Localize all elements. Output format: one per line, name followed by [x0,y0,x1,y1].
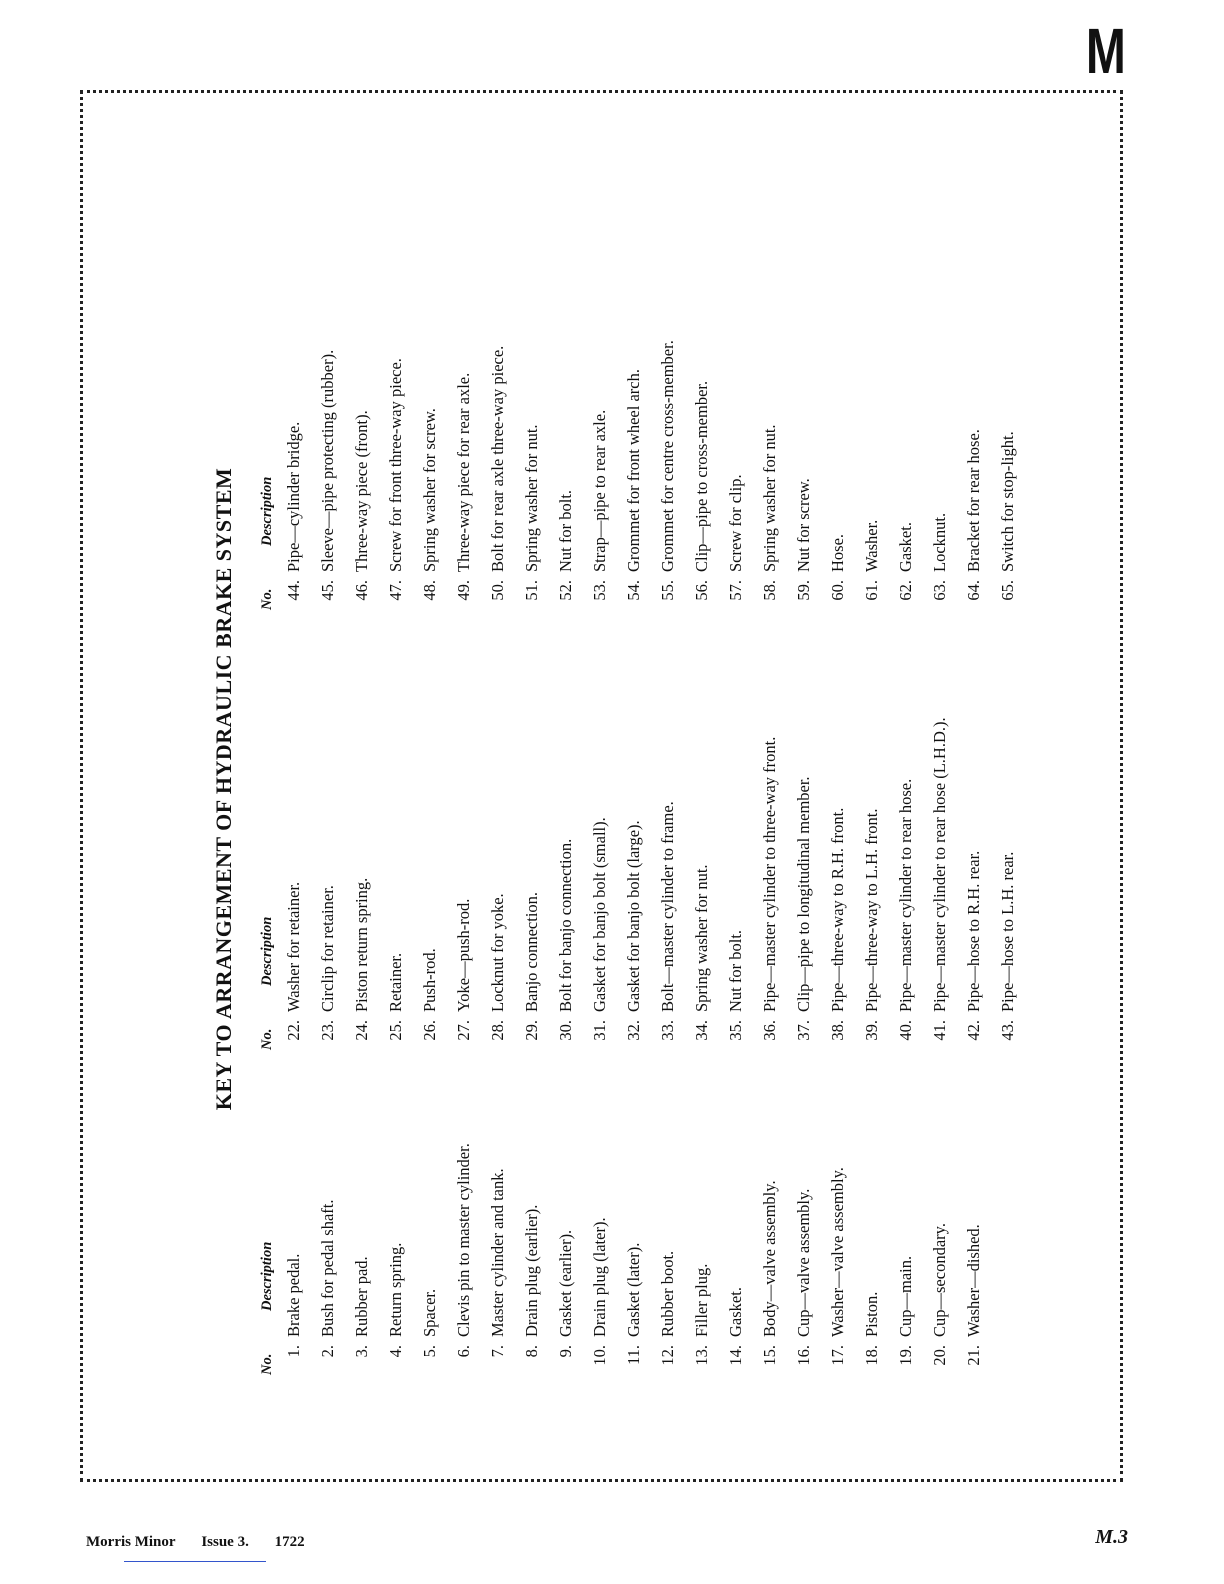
page-number: M.3 [1095,1526,1128,1548]
item-description: Hose. [828,533,847,572]
item-description: Sleeve—pipe protecting (rubber). [318,349,337,572]
blue-rule [124,1561,266,1562]
item-number: 60. [828,580,847,601]
description-header: Description [259,1241,275,1311]
item-number: 36. [760,1020,779,1041]
parts-list-item [481,670,515,1050]
page-title: KEY TO ARRANGEMENT OF HYDRAULIC BRAKE SYSTEM [211,467,236,1111]
parts-list-item [311,995,345,1375]
item-description: Cup—secondary. [930,1223,949,1337]
item-description: Nut for bolt. [726,929,745,1012]
item-description: Yoke—push-rod. [454,898,473,1012]
item-description: Strap—pipe to rear axle. [590,409,609,572]
item-description: Spring washer for nut. [692,864,711,1012]
parts-list-item [583,230,617,610]
parts-list-item [719,670,753,1050]
parts-list-item [685,670,719,1050]
item-description: Pipe—three-way to R.H. front. [828,807,847,1012]
item-description: Nut for bolt. [556,489,575,572]
item-number: 27. [454,1020,473,1041]
parts-list-item [617,995,651,1375]
item-description: Rubber pad. [352,1256,371,1337]
item-description: Drain plug (earlier). [522,1204,541,1337]
item-description: Master cylinder and tank. [488,1168,507,1337]
footer-issue: Issue 3. [201,1534,249,1550]
item-number: 29. [522,1020,541,1041]
parts-list-item [651,230,685,610]
item-description: Grommet for front wheel arch. [624,369,643,572]
parts-list-item [583,670,617,1050]
item-number: 55. [658,580,677,601]
parts-list-item [753,995,787,1375]
item-description: Piston return spring. [352,877,371,1012]
item-description: Pipe—cylinder bridge. [284,421,303,572]
parts-list-item [855,230,889,610]
item-number: 49. [454,580,473,601]
parts-list-item [345,230,379,610]
item-number: 21. [964,1345,983,1366]
item-number: 18. [862,1345,881,1366]
item-description: Body—valve assembly. [760,1180,779,1337]
item-number: 34. [692,1020,711,1041]
parts-list-item [515,670,549,1050]
item-description: Brake pedal. [284,1253,303,1337]
column-header [259,670,277,1050]
item-description: Push-rod. [420,948,439,1012]
item-description: Pipe—master cylinder to three-way front. [760,736,779,1012]
parts-list-item [787,995,821,1375]
item-description: Bolt for banjo connection. [556,838,575,1012]
item-description: Gasket. [896,522,915,572]
item-number: 10. [590,1345,609,1366]
item-number: 3. [352,1345,371,1358]
parts-list-item [855,995,889,1375]
item-description: Circlip for retainer. [318,885,337,1012]
item-number: 26. [420,1020,439,1041]
item-number: 12. [658,1345,677,1366]
item-number: 40. [896,1020,915,1041]
item-number: 32. [624,1020,643,1041]
item-number: 53. [590,580,609,601]
parts-list-item [379,995,413,1375]
parts-list-item [481,995,515,1375]
parts-list-item [787,230,821,610]
parts-list-item [413,995,447,1375]
item-number: 13. [692,1345,711,1366]
item-description: Grommet for centre cross-member. [658,340,677,572]
parts-list-item [821,995,855,1375]
item-number: 37. [794,1020,813,1041]
parts-list-item [617,670,651,1050]
parts-list-item [447,995,481,1375]
parts-list-item [515,230,549,610]
parts-key-frame [80,90,1123,1482]
parts-list-item [515,995,549,1375]
item-description: Pipe—hose to L.H. rear. [998,851,1017,1012]
item-number: 2. [318,1345,337,1358]
item-number: 6. [454,1345,473,1358]
item-number: 65. [998,580,1017,601]
item-number: 48. [420,580,439,601]
parts-list-item [889,995,923,1375]
parts-list-item [379,230,413,610]
no-header: No. [259,588,275,610]
item-description: Washer—valve assembly. [828,1167,847,1337]
item-number: 51. [522,580,541,601]
item-number: 14. [726,1345,745,1366]
item-number: 33. [658,1020,677,1041]
item-number: 42. [964,1020,983,1041]
parts-list-item [549,995,583,1375]
item-description: Locknut. [930,512,949,572]
item-description: Three-way piece for rear axle. [454,372,473,572]
item-number: 30. [556,1020,575,1041]
parts-list-item [651,995,685,1375]
item-number: 4. [386,1345,405,1358]
item-description: Bolt—master cylinder to frame. [658,801,677,1012]
parts-list-item [889,230,923,610]
item-description: Spring washer for nut. [760,424,779,572]
item-number: 31. [590,1020,609,1041]
description-header: Description [259,916,275,986]
item-description: Three-way piece (front). [352,410,371,572]
item-number: 25. [386,1020,405,1041]
item-description: Banjo connection. [522,891,541,1012]
item-number: 35. [726,1020,745,1041]
item-number: 28. [488,1020,507,1041]
item-number: 16. [794,1345,813,1366]
item-description: Gasket (later). [624,1242,643,1337]
item-number: 44. [284,580,303,601]
column-header [259,995,277,1375]
parts-list-item [957,230,991,610]
parts-list-item [923,995,957,1375]
item-description: Bush for pedal shaft. [318,1199,337,1337]
parts-list-item [413,230,447,610]
item-number: 52. [556,580,575,601]
item-number: 17. [828,1345,847,1366]
parts-list-item [991,230,1025,610]
item-description: Pipe—master cylinder to rear hose (L.H.D.). [930,717,949,1012]
item-number: 62. [896,580,915,601]
item-number: 54. [624,580,643,601]
item-number: 11. [624,1345,643,1366]
parts-list-item [345,995,379,1375]
parts-list-item [311,670,345,1050]
item-description: Washer. [862,519,881,572]
item-number: 45. [318,580,337,601]
parts-list-item [753,670,787,1050]
item-number: 20. [930,1345,949,1366]
item-number: 39. [862,1020,881,1041]
parts-list-item [583,995,617,1375]
parts-list-item [549,230,583,610]
item-number: 59. [794,580,813,601]
parts-list-item [311,230,345,610]
item-number: 47. [386,580,405,601]
item-number: 15. [760,1345,779,1366]
item-description: Retainer. [386,952,405,1012]
section-letter: M [1085,15,1124,87]
item-description: Nut for screw. [794,478,813,572]
parts-list-item [753,230,787,610]
item-number: 8. [522,1345,541,1358]
parts-list-item [719,995,753,1375]
parts-list-item [379,670,413,1050]
item-number: 1. [284,1345,303,1358]
item-number: 38. [828,1020,847,1041]
parts-list-item [923,230,957,610]
item-description: Bolt for rear axle three-way piece. [488,345,507,572]
item-number: 64. [964,580,983,601]
parts-list-item [821,230,855,610]
parts-list-item [889,670,923,1050]
no-header: No. [259,1353,275,1375]
parts-list-item [685,995,719,1375]
description-header: Description [259,476,275,546]
item-description: Drain plug (later). [590,1217,609,1337]
parts-list-item [821,670,855,1050]
item-description: Pipe—hose to R.H. rear. [964,850,983,1012]
item-number: 22. [284,1020,303,1041]
item-number: 43. [998,1020,1017,1041]
parts-list-item [447,670,481,1050]
rotated-parts-key [83,93,1126,1485]
parts-list-item [787,670,821,1050]
parts-list-item [413,670,447,1050]
parts-column-1 [259,995,991,1375]
parts-column-2 [259,670,1025,1050]
item-description: Gasket (earlier). [556,1229,575,1337]
parts-list-item [991,670,1025,1050]
item-number: 63. [930,580,949,601]
parts-list-item [957,995,991,1375]
parts-list-item [957,670,991,1050]
item-description: Washer—dished. [964,1224,983,1337]
parts-list-item [685,230,719,610]
item-description: Bracket for rear hose. [964,429,983,572]
item-number: 7. [488,1345,507,1358]
column-header [259,230,277,610]
item-description: Switch for stop-light. [998,431,1017,572]
item-number: 24. [352,1020,371,1041]
item-description: Clip—pipe to cross-member. [692,380,711,572]
no-header: No. [259,1028,275,1050]
item-number: 9. [556,1345,575,1358]
parts-list-item [651,670,685,1050]
item-description: Pipe—three-way to L.H. front. [862,808,881,1012]
item-number: 58. [760,580,779,601]
item-description: Locknut for yoke. [488,893,507,1012]
parts-list-item [447,230,481,610]
item-number: 50. [488,580,507,601]
parts-list-item [855,670,889,1050]
item-number: 19. [896,1345,915,1366]
parts-list-item [277,230,311,610]
item-description: Spring washer for screw. [420,408,439,572]
footer-info [86,1534,327,1551]
item-description: Gasket for banjo bolt (small). [590,817,609,1012]
item-description: Washer for retainer. [284,881,303,1012]
item-description: Cup—main. [896,1255,915,1337]
item-description: Piston. [862,1291,881,1337]
item-number: 56. [692,580,711,601]
item-description: Gasket. [726,1287,745,1337]
item-description: Filler plug. [692,1263,711,1337]
parts-list-item [481,230,515,610]
parts-column-3 [259,230,1025,610]
parts-list-item [617,230,651,610]
item-description: Rubber boot. [658,1250,677,1337]
item-description: Pipe—master cylinder to rear hose. [896,778,915,1012]
item-number: 23. [318,1020,337,1041]
item-description: Clevis pin to master cylinder. [454,1143,473,1337]
item-description: Clip—pipe to longitudinal member. [794,776,813,1012]
parts-list-item [345,670,379,1050]
parts-list-item [549,670,583,1050]
item-number: 5. [420,1345,439,1358]
item-number: 41. [930,1020,949,1041]
parts-list-item [923,670,957,1050]
item-description: Screw for clip. [726,474,745,572]
footer-code: 1722 [274,1534,305,1550]
item-description: Gasket for banjo bolt (large). [624,820,643,1012]
footer-model: Morris Minor [86,1534,176,1550]
item-number: 61. [862,580,881,601]
item-description: Return spring. [386,1242,405,1337]
item-number: 46. [352,580,371,601]
item-description: Screw for front three-way piece. [386,358,405,572]
item-description: Spring washer for nut. [522,424,541,572]
item-number: 57. [726,580,745,601]
parts-list-item [277,995,311,1375]
item-description: Cup—valve assembly. [794,1188,813,1337]
parts-list-item [719,230,753,610]
parts-list-item [277,670,311,1050]
item-description: Spacer. [420,1288,439,1337]
